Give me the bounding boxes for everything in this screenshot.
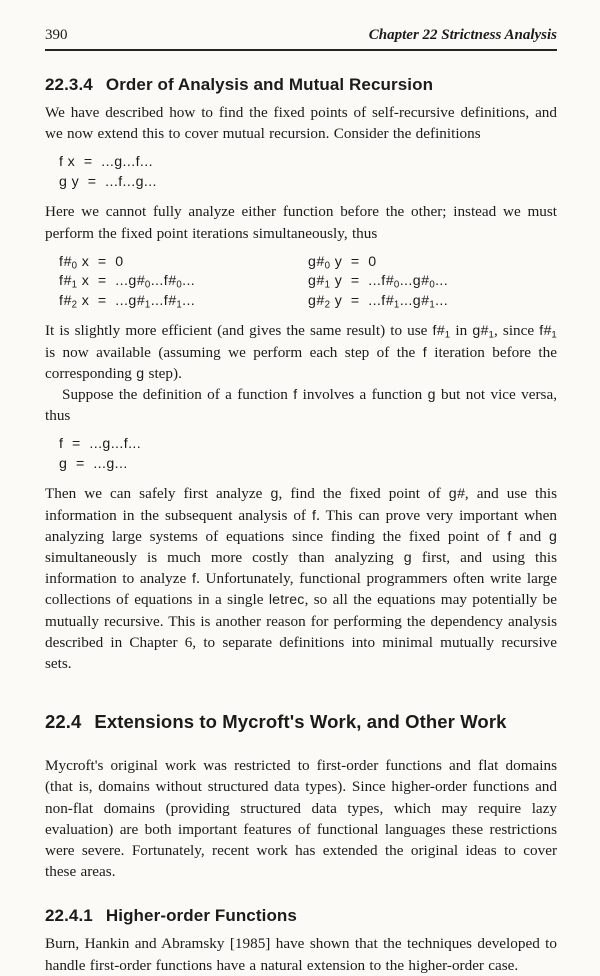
paragraph: Mycroft's original work was restricted to first-order functions and flat domains (that is, domains without structured data types). Since higher-order functions and non-flat domains (providing structured data types, which may require lazy evaluation) are both important features of functional languages these restrictions were severe. Fortunately, recent work has extended the original ideas to cover these areas. [45, 757, 557, 881]
hash-glyph: # [421, 292, 430, 309]
paragraph: Suppose the definition of a function f involves a function g but not vice versa, thus [45, 385, 557, 425]
hash-glyph: # [385, 273, 394, 290]
subscript: 1 [176, 299, 183, 311]
subscript: 0 [393, 280, 400, 292]
hash-glyph: # [63, 273, 72, 290]
subscript: 0 [71, 260, 78, 272]
subscript: 0 [324, 260, 331, 272]
section-number: 22.3.4 [45, 75, 93, 94]
page-number: 390 [45, 27, 68, 43]
subscript: 0 [429, 280, 436, 292]
section-title: Order of Analysis and Mutual Recursion [105, 75, 434, 94]
inline-code: $f\#_1$ [539, 322, 557, 341]
running-header [45, 26, 557, 45]
subscript: 1 [144, 299, 151, 311]
hash-glyph: # [136, 292, 145, 309]
subscript: 1 [71, 280, 78, 292]
inline-code: f [293, 385, 298, 402]
inline-code: f [311, 506, 317, 523]
hash-glyph: # [63, 292, 72, 309]
subscript: 1 [393, 299, 400, 311]
code-line: g = ...g... [59, 455, 128, 472]
inline-code: g [427, 385, 436, 402]
inline-code: g [270, 485, 279, 502]
hash-glyph: # [456, 485, 465, 502]
paragraph: Then we can safely first analyze g, find the fixed point of g#, and use this information in the subsequent analysis of f. This can prove very important when analyzing large systems of equations since finding the fixed point of f and g simultaneously is much more costly than analyzing g first, and using this information to analyze f. Unfortunately, functional programmers often write large collections of equations in a single letrec, so all the equations may potentially be mutually recursive. This is another reason for performing the dependency analysis described in Chapter 6, to separate definitions into minimal mutually recursive sets. [45, 485, 557, 672]
subscript: 1 [488, 330, 494, 341]
subscript: 2 [324, 299, 331, 311]
code-line: g y = ...f...g... [59, 173, 157, 190]
inline-code: f [507, 527, 512, 544]
section-heading [45, 710, 557, 733]
section-heading [45, 74, 557, 95]
section-title: Extensions to Mycroft's Work, and Other Work [94, 711, 507, 733]
hash-glyph: # [316, 292, 325, 309]
code-block [59, 153, 557, 192]
hash-glyph: # [385, 292, 394, 309]
inline-code: g [548, 527, 557, 544]
hash-glyph: # [136, 273, 145, 290]
subscript: 1 [429, 299, 436, 311]
code-line: f x = ...g...f... [59, 154, 153, 171]
hash-glyph: # [168, 292, 177, 309]
inline-code: f [191, 570, 197, 587]
hash-glyph: # [480, 322, 489, 339]
subscript: 1 [551, 330, 557, 341]
section-title: Higher-order Functions [105, 906, 297, 926]
hash-glyph: # [543, 322, 552, 339]
inline-code: g [403, 548, 412, 565]
inline-code: letrec [268, 591, 305, 608]
code-line: $g\#_0$ y = 0 [308, 253, 377, 272]
code-line: $g\#_1$ $y = ...f\#_0...g\#_0$... [308, 273, 449, 292]
inline-code: g [136, 364, 145, 381]
header-rule [45, 49, 557, 51]
inline-code: $g\#_1$ [472, 322, 494, 341]
code-column-left [59, 253, 308, 312]
code-line: f = ...g...f... [59, 436, 142, 453]
page-content [45, 74, 557, 976]
inline-code: $f\#_1$ [432, 322, 451, 341]
inline-code: f [422, 343, 427, 360]
chapter-title: Chapter 22 Strictness Analysis [368, 27, 557, 43]
code-line: $f\#_0$ x = 0 [59, 253, 124, 272]
subscript: 1 [444, 330, 451, 341]
code-block-two-column [59, 253, 557, 312]
hash-glyph: # [436, 322, 445, 339]
hash-glyph: # [63, 253, 72, 270]
inline-code: g# [448, 485, 465, 502]
hash-glyph: # [316, 273, 325, 290]
section-number: 22.4 [45, 711, 82, 733]
hash-glyph: # [421, 273, 430, 290]
section-number: 22.4.1 [45, 906, 93, 926]
hash-glyph: # [168, 273, 177, 290]
subscript: 0 [176, 280, 183, 292]
code-line: $g\#_2$ $y = ...f\#_1...g\#_1$... [308, 292, 449, 311]
code-block [59, 435, 557, 474]
code-line: $f\#_1$ $x = ...g\#_0...f\#_0$... [59, 273, 196, 292]
subscript: 2 [71, 299, 78, 311]
code-column-right [308, 253, 557, 312]
paragraph: Here we cannot fully analyze either function before the other; instead we must perform the fixed point iterations simultaneously, thus [45, 203, 557, 242]
subscript: 0 [144, 280, 151, 292]
section-heading [45, 905, 557, 926]
hash-glyph: # [316, 253, 325, 270]
code-line: $f\#_2$ $x = ...g\#_1...f\#_1$... [59, 292, 196, 311]
paragraph: It is slightly more efficient (and gives the same result) to use $f\#_1$ in $g\#_1$, since $f\#_1$ is now available (assuming we perform each step of the f iteration before the corresponding g step). [45, 322, 557, 382]
paragraph: Burn, Hankin and Abramsky [1985] have shown that the techniques developed to handle first-order functions have a natural extension to the higher-order case. [45, 935, 557, 974]
subscript: 1 [324, 280, 331, 292]
paragraph: We have described how to find the fixed points of self-recursive definitions, and we now extend this to cover mutual recursion. Consider the definitions [45, 104, 557, 143]
